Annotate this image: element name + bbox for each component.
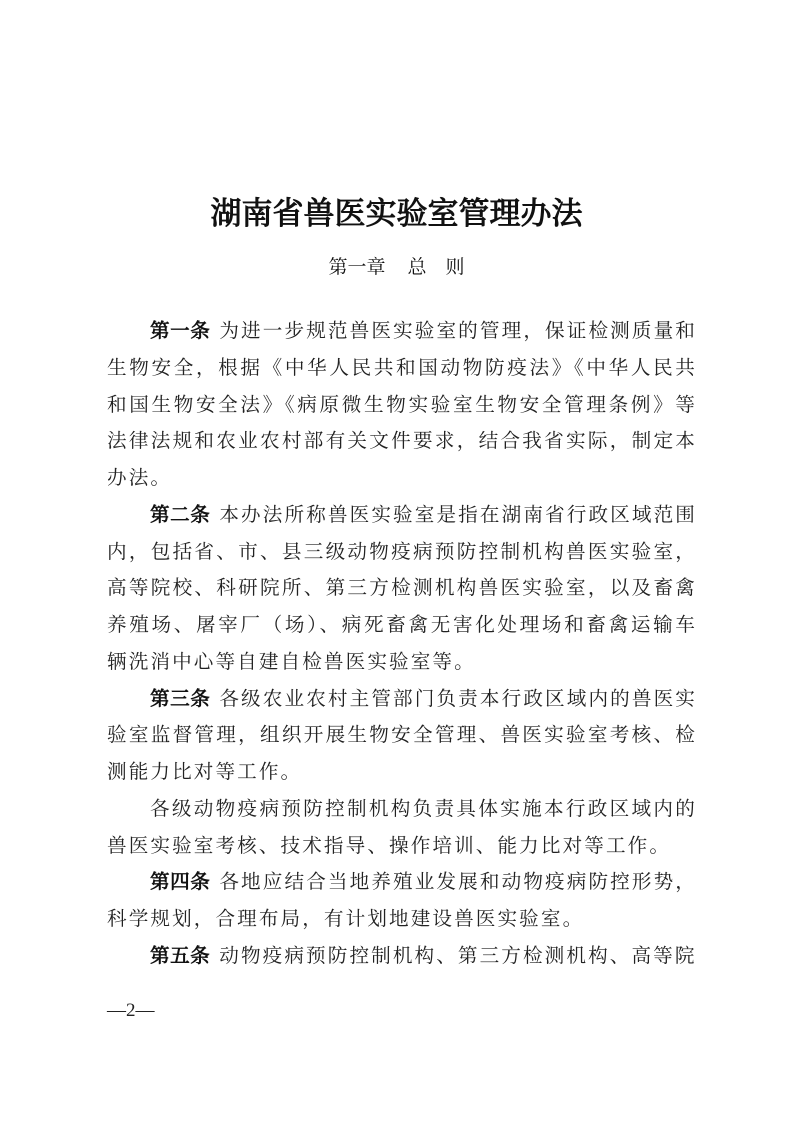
article-3-paragraph-2	[107, 791, 697, 865]
article-number: 第一条	[150, 319, 211, 342]
article-2	[107, 497, 697, 681]
chapter-number: 第一章	[328, 256, 386, 278]
article-text: 本办法所称兽医实验室是指在湖南省行政区域范围内，包括省、市、县三级动物疫病预防控制机构兽医实验室，高等院校、科研院所、第三方检测机构兽医实验室，以及畜禽养殖场、屠宰厂（场）、病死畜禽无害化处理场和畜禽运输车辆洗消中心等自建自检兽医实验室等。	[107, 502, 698, 673]
page-number: —2—	[107, 1000, 155, 1021]
article-1	[107, 313, 697, 497]
chapter-heading	[0, 252, 793, 279]
document-body	[107, 313, 697, 975]
article-number: 第二条	[150, 502, 211, 526]
article-text: 为进一步规范兽医实验室的管理，保证检测质量和生物安全，根据《中华人民共和国动物防疫法》《中华人民共和国生物安全法》《病原微生物实验室生物安全管理条例》等法律法规和农业农村部有关文件要求，结合我省实际，制定本办法。	[107, 319, 698, 489]
article-text: 动物疫病预防控制机构、第三方检测机构、高等院	[219, 943, 697, 967]
chapter-name: 总 则	[407, 256, 465, 278]
article-number: 第三条	[150, 686, 211, 710]
article-text: 各级动物疫病预防控制机构负责具体实施本行政区域内的兽医实验室考核、技术指导、操作培训、能力比对等工作。	[107, 796, 697, 857]
article-number: 第四条	[150, 870, 211, 894]
document-title: 湖南省兽医实验室管理办法	[210, 196, 583, 232]
article-4	[107, 864, 697, 938]
article-5	[107, 938, 697, 975]
article-text: 各地应结合当地养殖业发展和动物疫病防控形势，科学规划，合理布局，有计划地建设兽医实验室。	[107, 870, 698, 930]
article-number: 第五条	[150, 943, 211, 967]
article-3	[107, 681, 697, 791]
article-text: 各级农业农村主管部门负责本行政区域内的兽医实验室监督管理，组织开展生物安全管理、兽医实验室考核、检测能力比对等工作。	[107, 686, 698, 783]
